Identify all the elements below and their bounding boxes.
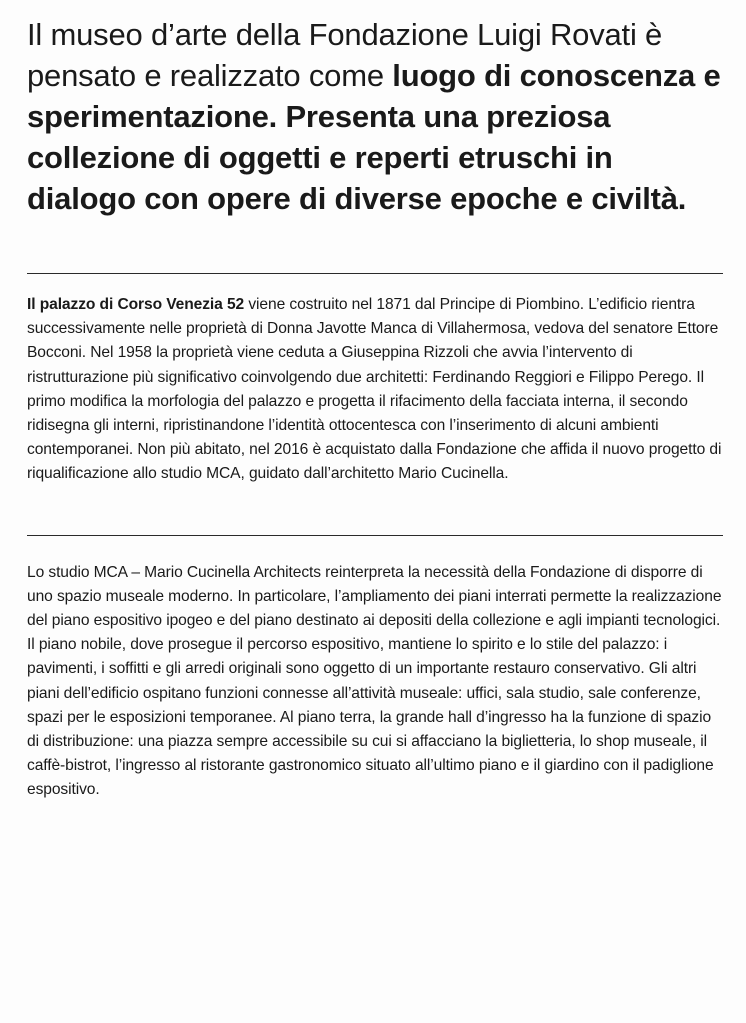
intro-headline <box>27 14 727 219</box>
section-divider <box>27 273 723 274</box>
palazzo-lead: Il palazzo di Corso Venezia 52 <box>27 296 245 313</box>
intro-bold-text: luogo di conoscenza e sperimentazione. Presenta una preziosa collezione di oggetti e reperti etruschi in dialogo con opere di diverse epoche e civiltà. <box>27 58 721 216</box>
intro-text: Il museo d’arte della Fondazione Luigi Rovati è pensato e realizzato come <box>27 17 663 93</box>
palazzo-paragraph <box>27 293 727 487</box>
studio-text: Lo studio MCA – Mario Cucinella Architects reinterpreta la necessità della Fondazione di disporre di uno spazio museale moderno. In particolare, l’ampliamento dei piani interrati permette la realizzazione del piano espositivo ipogeo e del piano destinato ai depositi della collezione e agli impianti tecnologici. Il piano nobile, dove prosegue il percorso espositivo, mantiene lo spirito e lo stile del palazzo: i pavimenti, i soffitti e gli arredi originali sono oggetto di un importante restauro conservativo. Gli altri piani dell’edificio ospitano funzioni connesse all’attività museale: uffici, sala studio, sale conferenze, spazi per le esposizioni temporanee. Al piano terra, la grande hall d’ingresso ha la funzione di spazio di distribuzione: una piazza sempre accessibile su cui si affacciano la biglietteria, lo shop museale, il caffè-bistrot, l’ingresso al ristorante gastronomico situato all’ultimo piano e il giardino con il padiglione espositivo. <box>27 563 722 799</box>
studio-paragraph <box>27 561 727 803</box>
palazzo-text: viene costruito nel 1871 dal Principe di Piombino. L’edificio rientra successivamente nelle proprietà di Donna Javotte Manca di Villahermosa, vedova del senatore Ettore Bocconi. Nel 1958 la proprietà viene ceduta a Giuseppina Rizzoli che avvia l’intervento di ristrutturazione più significativo coinvolgendo due architetti: Ferdinando Reggiori e Filippo Perego. Il primo modifica la morfologia del palazzo e progetta il rifacimento della facciata interna, il secondo ridisegna gli interni, ripristinandone l’identità ottocentesca con l’inserimento di alcuni ambienti contemporanei. Non più abitato, nel 2016 è acquistato dalla Fondazione che affida il nuovo progetto di riqualificazione allo studio MCA, guidato dall’architetto Mario Cucinella. <box>27 296 722 483</box>
document-page <box>27 14 727 803</box>
section-divider <box>27 535 723 536</box>
